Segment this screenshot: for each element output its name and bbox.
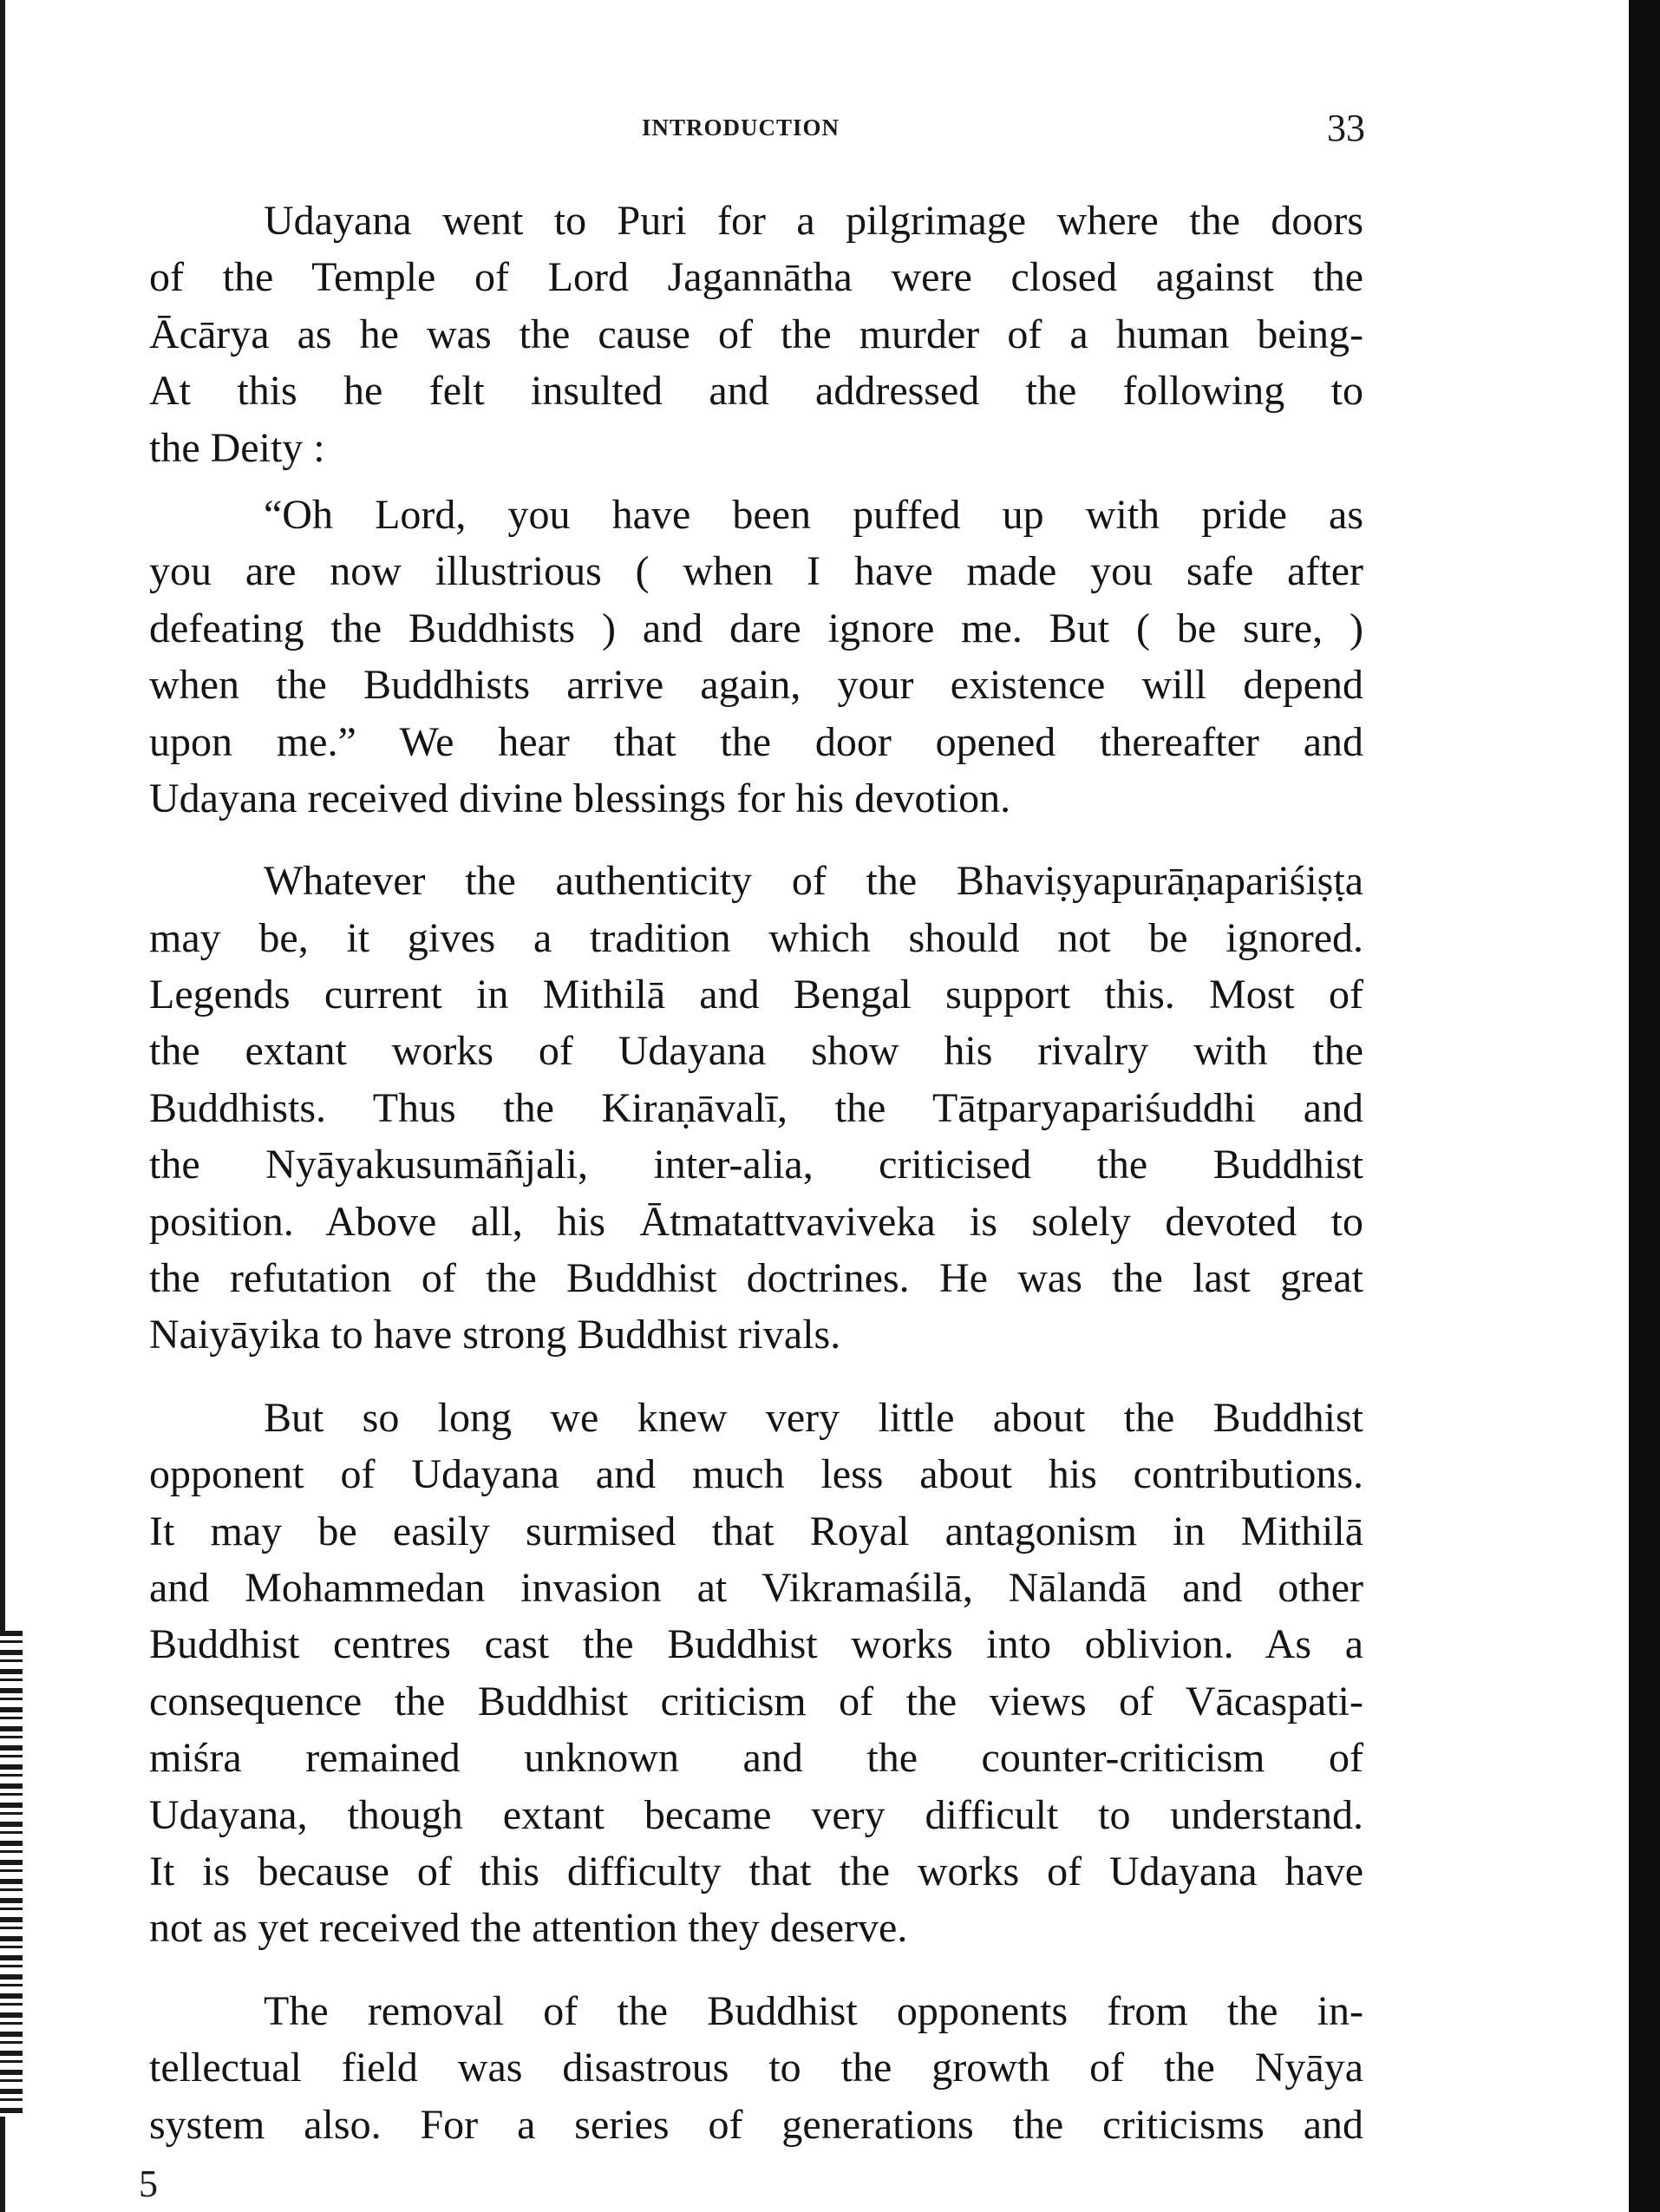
signature-mark: 5 (139, 2163, 158, 2205)
text-line: upon me.” We hear that the door opened thereafter and (149, 718, 1363, 765)
text-line: It is because of this difficulty that the works of Udayana have (149, 1848, 1363, 1895)
text-line: tellectual field was disastrous to the growth of the Nyāya (149, 2045, 1363, 2091)
text-line: the extant works of Udayana show his rivalry with the (149, 1028, 1363, 1075)
body-text (149, 193, 1363, 2153)
text-line: may be, it gives a tradition which should not be ignored. (149, 914, 1363, 961)
text-line: The removal of the Buddhist opponents from the in- (264, 1987, 1363, 2034)
text-line: you are now illustrious ( when I have made you safe after (149, 548, 1363, 595)
scan-right-edge (1629, 0, 1660, 2212)
scan-left-speckle (0, 1631, 23, 2117)
text-line: It may be easily surmised that Royal antagonism in Mithilā (149, 1508, 1363, 1554)
text-line: “Oh Lord, you have been puffed up with pride as (264, 491, 1363, 538)
text-line: defeating the Buddhists ) and dare ignore me. But ( be sure, ) (149, 605, 1363, 651)
text-line: the Nyāyakusumāñjali, inter-alia, criticised the Buddhist (149, 1142, 1363, 1188)
text-line: Udayana, though extant became very difficult to understand. (149, 1791, 1363, 1838)
text-line: Naiyāyika to have strong Buddhist rivals. (149, 1312, 841, 1358)
text-line: Udayana went to Puri for a pilgrimage where the doors (264, 198, 1363, 244)
text-line: the refutation of the Buddhist doctrines. He was the last great (149, 1255, 1363, 1302)
text-line: Legends current in Mithilā and Bengal support this. Most of (149, 972, 1363, 1018)
page-number: 33 (1327, 107, 1365, 149)
text-line: when the Buddhists arrive again, your existence will depend (149, 662, 1363, 709)
text-line: consequence the Buddhist criticism of the views of Vācaspati- (149, 1678, 1363, 1724)
text-line: Buddhists. Thus the Kiraṇāvalī, the Tātparyapariśuddhi and (149, 1084, 1363, 1131)
text-line: Whatever the authenticity of the Bhaviṣyapurāṇapariśiṣṭa (264, 858, 1363, 905)
text-line: At this he felt insulted and addressed the following to (149, 368, 1363, 415)
text-line: system also. For a series of generations the criticisms and (149, 2101, 1363, 2148)
text-line: not as yet received the attention they deserve. (149, 1905, 908, 1952)
text-line: position. Above all, his Ātmatattvaviveka is solely devoted to (149, 1198, 1363, 1245)
text-line: and Mohammedan invasion at Vikramaśilā, Nālandā and other (149, 1564, 1363, 1611)
text-line: of the Temple of Lord Jagannātha were closed against the (149, 254, 1363, 301)
text-line: But so long we knew very little about the Buddhist (264, 1394, 1363, 1441)
text-line: the Deity : (149, 424, 325, 471)
running-head: INTRODUCTION (642, 115, 840, 141)
text-line: miśra remained unknown and the counter-criticism of (149, 1735, 1363, 1782)
text-line: Buddhist centres cast the Buddhist works into oblivion. As a (149, 1621, 1363, 1668)
text-line: opponent of Udayana and much less about his contributions. (149, 1451, 1363, 1498)
text-line: Ācārya as he was the cause of the murder of a human being- (149, 311, 1363, 357)
text-line: Udayana received divine blessings for his devotion. (149, 775, 1011, 821)
